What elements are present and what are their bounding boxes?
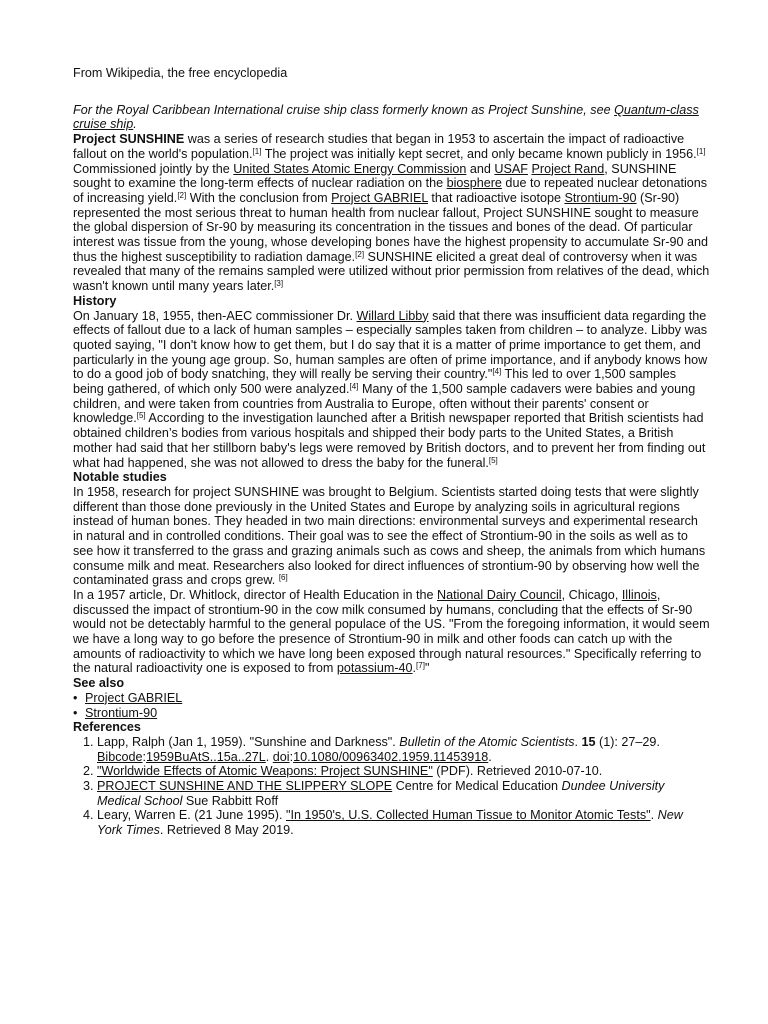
bullet-icon: • xyxy=(73,705,78,720)
ref-text: . xyxy=(650,808,658,823)
citation-ref[interactable]: [4] xyxy=(349,382,359,392)
intro-text: (Sr-90) represented the most serious threat to human health from nuclear fallout, Project SUNSHINE sought to measure the global dispersion of Sr-90 by measuring its concentration in the tissues and bones of the dead. Of particular interest was tissue from the young, whose developing bones have the highest propensity to accumulate Sr-90 and thus the highest susceptibility to radiation damage. xyxy=(73,190,708,264)
ref-text: : xyxy=(142,749,147,764)
link-illinois[interactable]: Illinois xyxy=(621,587,657,602)
link-doi[interactable]: doi xyxy=(272,749,290,764)
hatnote-text: For the Royal Caribbean International cruise ship class formerly known as Project Sunshine, see xyxy=(73,102,615,117)
ref-volume: 15 xyxy=(581,734,596,749)
intro-text: was a series of research studies that began in 1953 to ascertain the impact of radioactive fallout on the world's population. xyxy=(73,132,685,161)
reference-item xyxy=(97,735,710,764)
heading-references: References xyxy=(73,720,141,735)
citation-ref[interactable]: [7] xyxy=(416,661,425,671)
heading-see-also: See also xyxy=(73,676,125,691)
article-subject: Project SUNSHINE xyxy=(73,132,185,147)
intro-text: , SUNSHINE sought to examine the long-term effects of nuclear radiation on the xyxy=(73,161,677,191)
link-potassium-40[interactable]: potassium-40 xyxy=(336,661,413,676)
link-see-also-project-gabriel[interactable]: Project GABRIEL xyxy=(85,690,183,705)
ref-publication: New York Times xyxy=(97,808,683,838)
see-also-item xyxy=(73,706,710,721)
history-text: This led to over 1,500 samples being gathered, of which only 500 were analyzed. xyxy=(73,367,677,397)
heading-notable-studies: Notable studies xyxy=(73,470,167,485)
notable-text: In a 1957 article, Dr. Whitlock, director of Health Education in the xyxy=(73,587,438,602)
history-text: Many of the 1,500 sample cadavers were babies and young children, and were taken from countries from Australia to Europe, often without their parents' consent or knowledge. xyxy=(73,382,696,426)
intro-text: The project was initially kept secret, and only became known publicly in 1956. xyxy=(261,146,697,161)
link-project-rand[interactable]: Project Rand xyxy=(531,161,605,176)
intro-text: Commissioned jointly by the xyxy=(73,161,234,176)
notable-text: " xyxy=(424,661,430,676)
history-paragraph xyxy=(73,309,710,471)
ref-text: Lapp, Ralph (Jan 1, 1959). "Sunshine and Darkness". xyxy=(97,734,400,749)
history-text: said that there was insufficient data regarding the effects of fallout due to a lack of human samples – especially samples taken from children – to analyze. Libby was quoted saying, "I don't know how to get them, but I do say that it is a matter of prime importance to get them, and particularly in the young age group. So, human samples are often of prime importance, and if anybody knows how to do a good job of body snatching, they will really be serving their country." xyxy=(73,308,708,382)
citation-ref[interactable]: [2] xyxy=(177,190,187,200)
ref-institution: Dundee University Medical School xyxy=(97,779,665,808)
ref-text: Centre for Medical Education xyxy=(392,779,562,794)
history-text: According to the investigation launched after a British newspaper reported that British scientists had obtained children’s bodies from various hospitals and shipped their body parts to the United States, a British mother had said that her stillborn baby's legs were removed by British doctors, and to prevent her from finding out what had happened, she was not allowed to dress the baby for the funeral. xyxy=(73,411,706,470)
citation-ref[interactable]: [2] xyxy=(355,249,365,259)
ref-text: Leary, Warren E. (21 June 1995). xyxy=(97,808,286,823)
link-biosphere[interactable]: biosphere xyxy=(446,176,502,191)
link-bibcode[interactable]: Bibcode xyxy=(97,749,143,764)
ref-text: (1): 27–29. xyxy=(595,734,660,749)
notable-text: , Chicago, xyxy=(561,587,622,602)
reference-item xyxy=(97,779,710,808)
ref-text: : xyxy=(289,749,294,764)
bullet-icon: • xyxy=(73,690,78,705)
link-us-atomic-energy-commission[interactable]: United States Atomic Energy Commission xyxy=(233,161,467,176)
intro-paragraph xyxy=(73,132,710,294)
citation-ref[interactable]: [1] xyxy=(252,146,262,156)
see-also-item xyxy=(73,691,710,706)
ref-journal: Bulletin of the Atomic Scientists xyxy=(399,734,575,749)
link-worldwide-effects[interactable]: "Worldwide Effects of Atomic Weapons: Project SUNSHINE" xyxy=(97,764,433,779)
link-quantum-class-cruise-ship[interactable]: Quantum-class cruise ship xyxy=(73,102,699,132)
link-bibcode-value[interactable]: 1959BuAtS..15a..27L xyxy=(146,749,266,764)
intro-text: With the conclusion from xyxy=(186,190,332,205)
citation-ref[interactable]: [4] xyxy=(492,367,502,377)
intro-text: that radioactive isotope xyxy=(427,190,565,205)
link-see-also-strontium-90[interactable]: Strontium-90 xyxy=(85,705,158,720)
site-tagline: From Wikipedia, the free encyclopedia xyxy=(73,66,288,80)
link-project-gabriel[interactable]: Project GABRIEL xyxy=(331,190,428,205)
intro-text: and xyxy=(466,161,495,176)
citation-ref[interactable]: [5] xyxy=(488,455,498,465)
citation-ref[interactable]: [3] xyxy=(274,279,284,289)
intro-text: SUNSHINE elicited a great deal of controversy when it was revealed that many of the remains sampled were utilized without prior permission from relatives of the dead, which wasn't known until many years later. xyxy=(73,249,710,294)
notable-paragraph-1 xyxy=(73,485,710,588)
link-strontium-90[interactable]: Strontium-90 xyxy=(564,190,637,205)
ref-text: . xyxy=(265,749,273,764)
history-text: On January 18, 1955, then-AEC commissioner Dr. xyxy=(73,308,357,323)
link-usaf[interactable]: USAF xyxy=(494,161,528,176)
hatnote-end: . xyxy=(133,117,137,132)
citation-ref[interactable]: [6] xyxy=(278,573,288,583)
notable-text: . xyxy=(412,661,417,676)
notable-text: In 1958, research for project SUNSHINE was brought to Belgium. Scientists started doing tests that were slightly different than those done previously in the United States and Europe by analyzing soils in agricultural regions instead of human bones. They headed in two main directions: environmental surveys and experimental research in natural and in controlled conditions. Their goal was to see the effect of Strontium-90 in the soils as well as to see how it transferred to the grass and grazing animals such as cows and sheep, the animals from which humans consume milk and meat. Researchers also looked for direct influences of strontium-90 by observing how well the contaminated grass and crops grew. xyxy=(73,484,706,588)
hatnote xyxy=(73,103,710,132)
intro-text: due to repeated nuclear detonations of increasing yield. xyxy=(73,176,708,205)
link-doi-value[interactable]: 10.1080/00963402.1959.11453918 xyxy=(293,749,489,764)
ref-text: . Retrieved 8 May 2019. xyxy=(159,823,294,838)
references-list xyxy=(73,735,710,838)
citation-ref[interactable]: [5] xyxy=(136,411,146,421)
see-also-list xyxy=(73,691,710,720)
citation-ref[interactable]: [1] xyxy=(696,146,706,156)
reference-item xyxy=(97,808,710,837)
ref-text: (PDF). Retrieved 2010-07-10. xyxy=(432,764,603,779)
ref-text: Sue Rabbitt Roff xyxy=(182,793,279,808)
reference-item xyxy=(97,764,710,779)
notable-text: , discussed the impact of strontium-90 in the cow milk consumed by humans, concluding that the effects of Sr-90 would not be detectably harmful to the general populace of the US. "From the foregoing information, it would seem we have a long way to go before the presence of Strontium-90 in milk and other foods can catch up with the amounts of radioactivity to which we have long been exposed through natural resources." Specifically referring to the natural radioactivity one is exposed to from xyxy=(73,587,710,676)
link-slippery-slope[interactable]: PROJECT SUNSHINE AND THE SLIPPERY SLOPE xyxy=(97,779,393,794)
link-national-dairy-council[interactable]: National Dairy Council xyxy=(437,587,562,602)
link-nyt-article[interactable]: "In 1950's, U.S. Collected Human Tissue to Monitor Atomic Tests" xyxy=(286,808,651,823)
ref-text: . xyxy=(488,749,492,764)
notable-paragraph-2 xyxy=(73,588,710,676)
link-willard-libby[interactable]: Willard Libby xyxy=(356,308,429,323)
heading-history: History xyxy=(73,293,117,308)
ref-text: . xyxy=(574,734,582,749)
